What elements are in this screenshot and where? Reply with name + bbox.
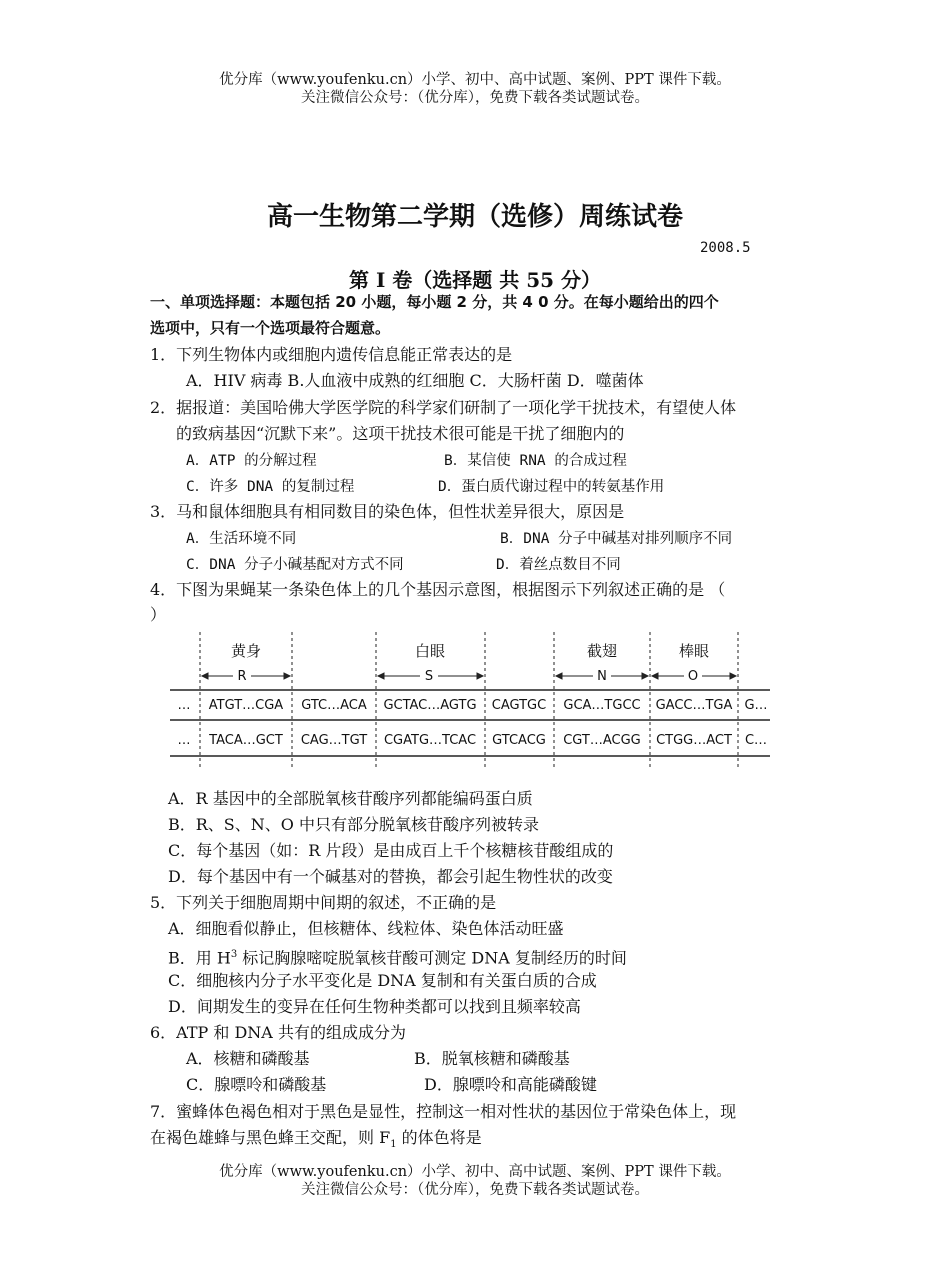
- q2-option-b: B．某信使 RNA 的合成过程: [444, 453, 627, 469]
- top-strand-seq-6: GACC…TGA: [655, 698, 733, 713]
- q7-stem-2: 在褐色雄蜂与黑色蜂王交配，则 $F_1$ 的体色将是: [150, 1128, 482, 1151]
- q6-stem: 6．ATP 和 DNA 共有的组成成分为: [150, 1023, 406, 1042]
- bottom-strand-seq-1: TACA…GCT: [209, 733, 283, 748]
- gene-name-n: N: [597, 669, 607, 684]
- top-strand-seq-2: GTC…ACA: [301, 698, 367, 713]
- top-strand-seq-4: CAGTGC: [491, 698, 547, 713]
- q2-stem-2: 的致病基因“沉默下来”。这项干扰技术很可能是干扰了细胞内的: [176, 424, 625, 443]
- exam-date: 2008.5: [700, 240, 751, 256]
- q2-option-a: A．ATP 的分解过程: [186, 453, 317, 469]
- q3-option-c: C．DNA 分子小碱基配对方式不同: [186, 557, 404, 573]
- gene-label-yellow-body: 黄身: [230, 642, 262, 660]
- footer-line-1: 优分库（www.youfenku.cn）小学、初中、高中试题、案例、PPT 课件下载。: [219, 1164, 731, 1180]
- bottom-strand-seq-4: GTCACG: [492, 733, 546, 748]
- q2-option-c: C．许多 DNA 的复制过程: [186, 479, 355, 495]
- gene-name-s: S: [424, 669, 434, 684]
- top-strand-seq-5: GCA…TGCC: [563, 698, 641, 713]
- q3-option-b: B．DNA 分子中碱基对排列顺序不同: [500, 531, 733, 547]
- q6-option-b: B．脱氧核糖和磷酸基: [414, 1049, 570, 1068]
- volume-heading: 第 I 卷（选择题 共 55 分）: [348, 268, 601, 292]
- page-title: 高一生物第二学期（选修）周练试卷: [266, 202, 683, 232]
- top-strand-seq-1: ATGT…CGA: [208, 698, 284, 713]
- q5-option-a: A．细胞看似静止，但核糖体、线粒体、染色体活动旺盛: [168, 919, 564, 938]
- q2-option-d: D．蛋白质代谢过程中的转氨基作用: [438, 479, 665, 495]
- gene-name-r: R: [237, 669, 247, 684]
- q3-option-d: D．着丝点数目不同: [496, 557, 621, 573]
- q6-option-c: C．腺嘌呤和磷酸基: [186, 1075, 327, 1094]
- bottom-strand-seq-0: …: [177, 733, 191, 748]
- q4-option-b: B．R、S、N、O 中只有部分脱氧核苷酸序列被转录: [168, 815, 539, 834]
- bottom-strand-seq-5: CGT…ACGG: [563, 733, 641, 748]
- top-strand-seq-0: …: [177, 698, 191, 713]
- q3-option-a: A．生活环境不同: [186, 531, 297, 547]
- gene-chromosome-diagram: [170, 628, 775, 770]
- section-instructions-1: 一、单项选择题：本题包括 20 小题，每小题 2 分，共 4 0 分。在每小题给出的四个: [150, 293, 719, 311]
- bottom-strand-seq-3: CGATG…TCAC: [383, 733, 477, 748]
- q5-option-c: C．细胞核内分子水平变化是 DNA 复制和有关蛋白质的合成: [168, 971, 597, 990]
- q1-stem: 1．下列生物体内或细胞内遗传信息能正常表达的是: [150, 345, 513, 364]
- q2-stem-1: 2．据报道：美国哈佛大学医学院的科学家们研制了一项化学干扰技术，有望使人体: [150, 398, 737, 417]
- bottom-strand-seq-6: CTGG…ACT: [656, 733, 732, 748]
- q7-stem-1: 7．蜜蜂体色褐色相对于黑色是显性，控制这一相对性状的基因位于常染色体上，现: [150, 1102, 737, 1121]
- footer-line-2: 关注微信公众号：（优分库），免费下载各类试题试卷。: [301, 1182, 649, 1198]
- section-instructions-2: 选项中，只有一个选项最符合题意。: [150, 319, 391, 337]
- bottom-strand-seq-2: CAG…TGT: [300, 733, 368, 748]
- q5-stem: 5．下列关于细胞周期中间期的叙述，不正确的是: [150, 893, 497, 912]
- q1-options: A．HIV 病毒 B.人血液中成熟的红细胞 C．大肠杆菌 D．噬菌体: [186, 371, 644, 390]
- q5-option-b: B．用 $H^3$ 标记胸腺嘧啶脱氧核苷酸可测定 DNA 复制经历的时间: [168, 948, 627, 968]
- header-line-1: 优分库（www.youfenku.cn）小学、初中、高中试题、案例、PPT 课件下载。: [219, 72, 731, 88]
- top-strand-seq-7: G…: [744, 698, 768, 713]
- q4-option-c: C．每个基因（如：R 片段）是由成百上千个核糖核苷酸组成的: [168, 841, 614, 860]
- q4-stem-1: 4．下图为果蝇某一条染色体上的几个基因示意图，根据图示下列叙述正确的是 （: [150, 580, 726, 599]
- gene-name-o: O: [687, 669, 699, 684]
- q4-option-d: D．每个基因中有一个碱基对的替换，都会引起生物性状的改变: [168, 867, 613, 886]
- q5-option-d: D．间期发生的变异在任何生物种类都可以找到且频率较高: [168, 997, 581, 1016]
- bottom-strand-seq-7: C…: [744, 733, 768, 748]
- gene-label-truncated-wing: 截翅: [586, 642, 618, 660]
- header-line-2: 关注微信公众号：（优分库），免费下载各类试题试卷。: [301, 90, 649, 106]
- q4-stem-2: ）: [150, 605, 167, 624]
- q6-option-d: D．腺嘌呤和高能磷酸键: [424, 1075, 597, 1094]
- q3-stem: 3．马和鼠体细胞具有相同数目的染色体，但性状差异很大，原因是: [150, 502, 625, 521]
- q6-option-a: A．核糖和磷酸基: [186, 1049, 310, 1068]
- q4-option-a: A．R 基因中的全部脱氧核苷酸序列都能编码蛋白质: [168, 789, 533, 808]
- top-strand-seq-3: GCTAC…AGTG: [383, 698, 477, 713]
- gene-label-bar-eye: 棒眼: [678, 642, 710, 660]
- gene-label-white-eye: 白眼: [414, 642, 446, 660]
